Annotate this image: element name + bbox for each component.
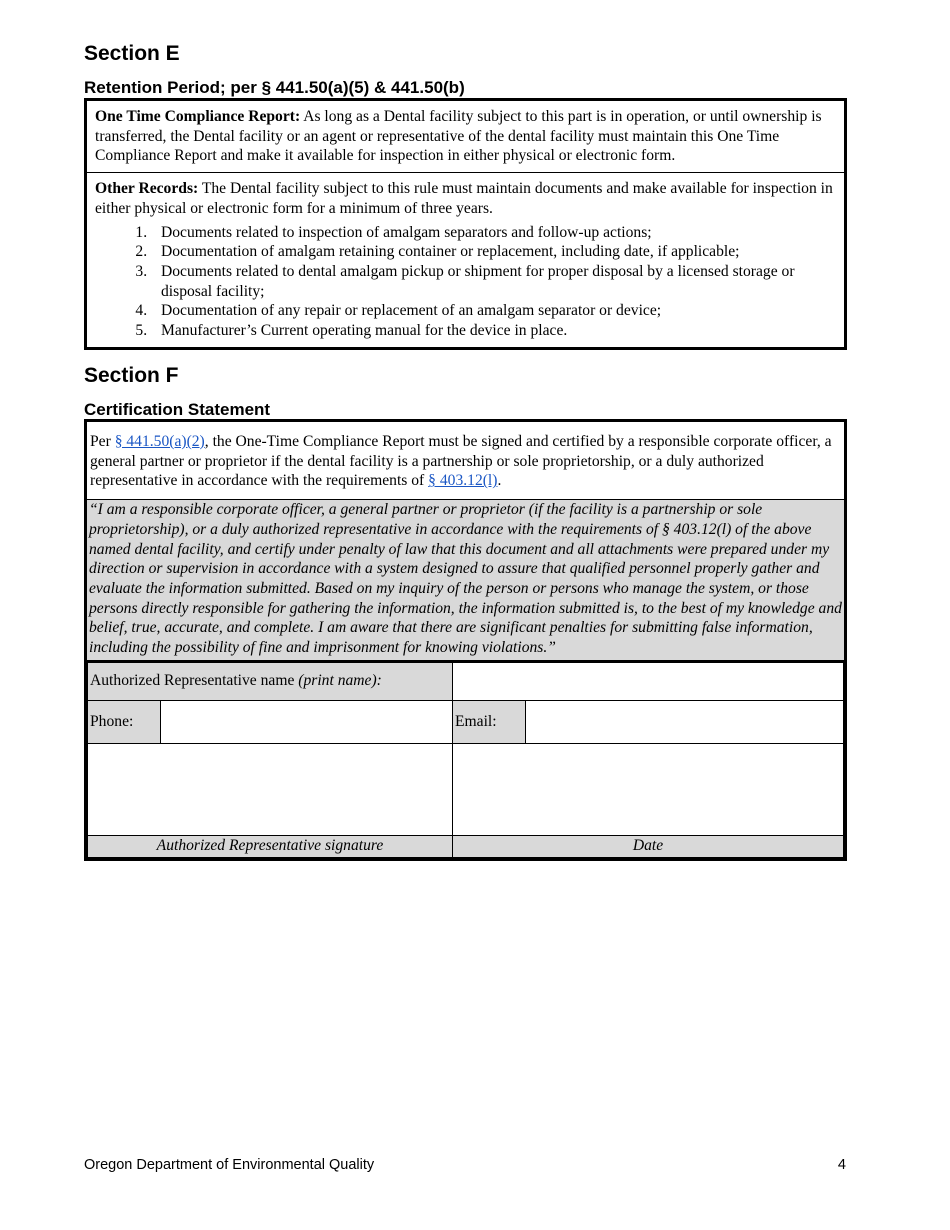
phone-field[interactable] — [161, 700, 453, 743]
list-item: 5. Manufacturer’s Current operating manual for the device in place. — [151, 321, 836, 341]
signature-table — [87, 660, 844, 858]
certification-box — [84, 419, 847, 861]
rep-name-label-note: (print name): — [298, 672, 382, 690]
intro-text: Per — [90, 433, 115, 450]
certification-statement: “I am a responsible corporate officer, a general partner or proprietor (if the facility is a partnership or sole proprietorship), or a duly authorized representative in accordance with the requirements of § 403.12(l) of the above named dental facility, and certify under penalty of law that this document and all attachments were prepared under my direction or supervision in accordance with a system designed to assure that qualified personnel properly gather and evaluate the information submitted. Based on my inquiry of the person or persons who manage the system, or those persons directly responsible for gathering the information, the information submitted is, to the best of my knowledge and belief, true, accurate, and complete. I am aware that there are significant penalties for submitting false information, including the possibility of fine and imprisonment for knowing violations.” — [87, 499, 844, 660]
list-item: 2. Documentation of amalgam retaining container or replacement, including date, if applicable; — [151, 242, 836, 262]
link-441-50[interactable]: § 441.50(a)(2) — [114, 433, 205, 450]
date-caption: Date — [453, 835, 844, 857]
email-label: Email: — [453, 700, 526, 743]
list-item: 4. Documentation of any repair or replacement of an amalgam separator or device; — [151, 301, 836, 321]
list-item: 3. Documents related to dental amalgam pickup or shipment for proper disposal by a licensed storage or disposal facility; — [151, 262, 836, 301]
intro-text: . — [497, 472, 502, 490]
certification-intro — [87, 422, 844, 499]
rep-name-label: Authorized Representative name — [90, 672, 299, 690]
signature-caption: Authorized Representative signature — [88, 835, 453, 857]
section-f-title: Section F — [84, 364, 179, 387]
section-e-title: Section E — [84, 42, 180, 65]
date-field[interactable] — [453, 743, 844, 835]
link-403-12[interactable]: § 403.12(l) — [428, 472, 498, 490]
rep-name-label-cell — [88, 661, 453, 700]
other-records-label: Other Records: — [95, 180, 199, 198]
section-f-subtitle: Certification Statement — [84, 400, 271, 419]
phone-label: Phone: — [88, 700, 161, 743]
footer-organization: Oregon Department of Environmental Quality — [84, 1157, 375, 1173]
intro-text: , the One-Time Compliance Report must be signed and certified by a responsible corporate officer, a general partner or proprietor if the dental facility is a partnership or sole proprietorship, or a duly authorized representative in accordance with the requirements of — [90, 433, 832, 490]
other-records-paragraph — [87, 172, 844, 347]
email-field[interactable] — [526, 700, 844, 743]
signature-field[interactable] — [88, 743, 453, 835]
one-time-report-text: As long as a Dental facility subject to this part is in operation, or until ownership is transferred, the Dental facility or an agent or representative of the dental facility must maintain this One Time Compliance Report and make it available for inspection in either physical or electronic form. — [95, 108, 822, 165]
other-records-text: The Dental facility subject to this rule must maintain documents and make available for inspection in either physical or electronic form for a minimum of three years. — [95, 180, 833, 217]
records-list — [95, 223, 836, 341]
one-time-report-paragraph — [87, 101, 844, 172]
retention-period-box — [84, 98, 847, 350]
list-item: 1. Documents related to inspection of amalgam separators and follow-up actions; — [151, 223, 836, 243]
rep-name-field[interactable] — [453, 661, 844, 700]
page-number: 4 — [837, 1157, 846, 1173]
one-time-report-label: One Time Compliance Report: — [95, 108, 301, 125]
section-e-subtitle: Retention Period; per § 441.50(a)(5) & 441.50(b) — [84, 78, 465, 97]
